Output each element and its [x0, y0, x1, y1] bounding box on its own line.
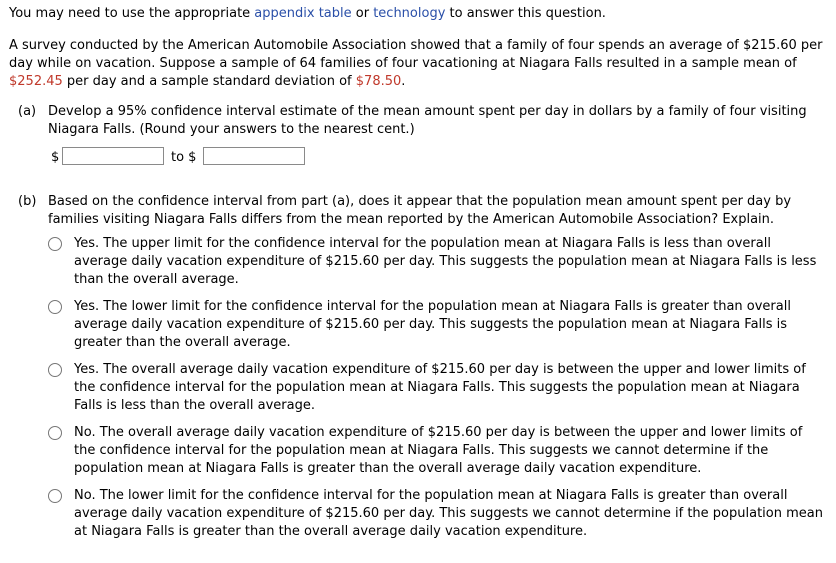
lower-limit-input[interactable] [62, 147, 164, 165]
radio-circle-icon[interactable] [48, 426, 62, 440]
technology-link[interactable]: technology [373, 6, 446, 21]
option-1-text: Yes. The upper limit for the confidence interval for the population mean at Niagara Falls is less than overall average daily vacation expenditure of $215.60 per day. This suggests the population mean at Niagara Falls is less than the overall average. [74, 236, 817, 287]
intro-line [9, 5, 829, 23]
part-a [18, 103, 818, 165]
radio-circle-icon[interactable] [48, 300, 62, 314]
option-3[interactable] [48, 361, 823, 415]
dollar-sign-label: $ [51, 150, 60, 165]
sample-mean-value: $252.45 [9, 74, 63, 89]
intro-suffix: to answer this question. [445, 6, 606, 21]
option-1[interactable] [48, 235, 823, 289]
part-b-text: Based on the confidence interval from part (a), does it appear that the population mean amount spent per day by families visiting Niagara Falls differs from the mean reported by the American Automobile Association? Explain. [48, 194, 792, 227]
part-b [18, 193, 828, 229]
option-5[interactable] [48, 487, 823, 541]
intro-prefix: You may need to use the appropriate [9, 6, 255, 21]
part-a-label: (a) [18, 104, 37, 119]
radio-circle-icon[interactable] [48, 237, 62, 251]
option-3-text: Yes. The overall average daily vacation expenditure of $215.60 per day is between the upper and lower limits of the confidence interval for the population mean at Niagara Falls. This suggests the population mean at Niagara Falls is less than the overall average. [74, 362, 806, 413]
problem-text-1: A survey conducted by the American Automobile Association showed that a family of four spends an average of $215.60 per day while on vacation. Suppose a sample of 64 families of four vacationing at Niagara Falls resulted in a sample mean of [9, 38, 823, 71]
radio-circle-icon[interactable] [48, 363, 62, 377]
appendix-table-link[interactable]: appendix table [254, 6, 352, 21]
option-2[interactable] [48, 298, 823, 352]
radio-circle-icon[interactable] [48, 489, 62, 503]
problem-statement [9, 37, 829, 91]
sample-sd-value: $78.50 [355, 74, 402, 89]
intro-middle: or [351, 6, 374, 21]
option-5-text: No. The lower limit for the confidence interval for the population mean at Niagara Falls is greater than overall average daily vacation expenditure of $215.60 per day. This suggests we cannot determine if the population mean at Niagara Falls is greater than the overall average daily vacation expenditure. [74, 488, 823, 539]
part-a-text: Develop a 95% confidence interval estimate of the mean amount spent per day in dollars by a family of four visiting Niagara Falls. (Round your answers to the nearest cent.) [48, 104, 807, 137]
option-4-text: No. The overall average daily vacation expenditure of $215.60 per day is between the upper and lower limits of the confidence interval for the population mean at Niagara Falls. This suggests we cannot determine if the population mean at Niagara Falls is greater than the overall average daily vacation expenditure. [74, 425, 803, 476]
option-2-text: Yes. The lower limit for the confidence interval for the population mean at Niagara Falls is greater than overall average daily vacation expenditure of $215.60 per day. This suggests the population mean at Niagara Falls is greater than the overall average. [74, 299, 791, 350]
to-dollar-label: to $ [171, 150, 197, 165]
part-b-label: (b) [18, 194, 37, 209]
upper-limit-input[interactable] [203, 147, 305, 165]
problem-text-2: per day and a sample standard deviation of [62, 74, 356, 89]
option-4[interactable] [48, 424, 823, 478]
problem-text-3: . [401, 74, 406, 89]
